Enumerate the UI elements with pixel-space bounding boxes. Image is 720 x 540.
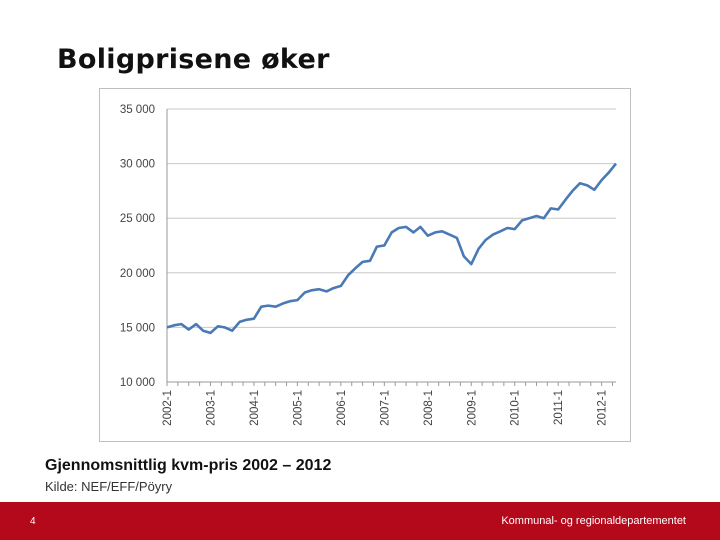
y-tick-label: 35 000 (119, 104, 155, 116)
footer-bar (0, 502, 720, 540)
x-tick-label: 2007-1 (379, 390, 392, 426)
y-tick-label: 30 000 (119, 158, 155, 171)
chart-caption: Gjennomsnittlig kvm-pris 2002 – 2012 (45, 457, 332, 474)
x-tick-label: 2005-1 (292, 390, 305, 426)
slide-title: Boligprisene øker (57, 44, 330, 75)
x-tick-label: 2004-1 (248, 390, 261, 426)
x-tick-label: 2003-1 (205, 390, 218, 426)
y-tick-label: 20 000 (119, 267, 155, 280)
x-tick-label: 2002-1 (162, 390, 174, 426)
page-number: 4 (30, 516, 36, 527)
source-note: Kilde: NEF/EFF/Pöyry (45, 479, 173, 494)
price-series-line (167, 164, 616, 333)
chart-frame (99, 88, 631, 442)
x-tick-label: 2006-1 (335, 390, 348, 426)
x-tick-label: 2011-1 (553, 390, 566, 425)
organization-name: Kommunal- og regionaldepartementet (501, 515, 686, 527)
line-chart (100, 89, 632, 443)
x-tick-label: 2012-1 (596, 390, 609, 426)
y-tick-label: 10 000 (119, 377, 155, 389)
y-tick-label: 15 000 (119, 322, 155, 335)
x-tick-label: 2009-1 (466, 390, 479, 426)
x-tick-label: 2008-1 (422, 390, 435, 426)
x-tick-label: 2010-1 (509, 390, 522, 426)
y-tick-label: 25 000 (119, 213, 155, 226)
